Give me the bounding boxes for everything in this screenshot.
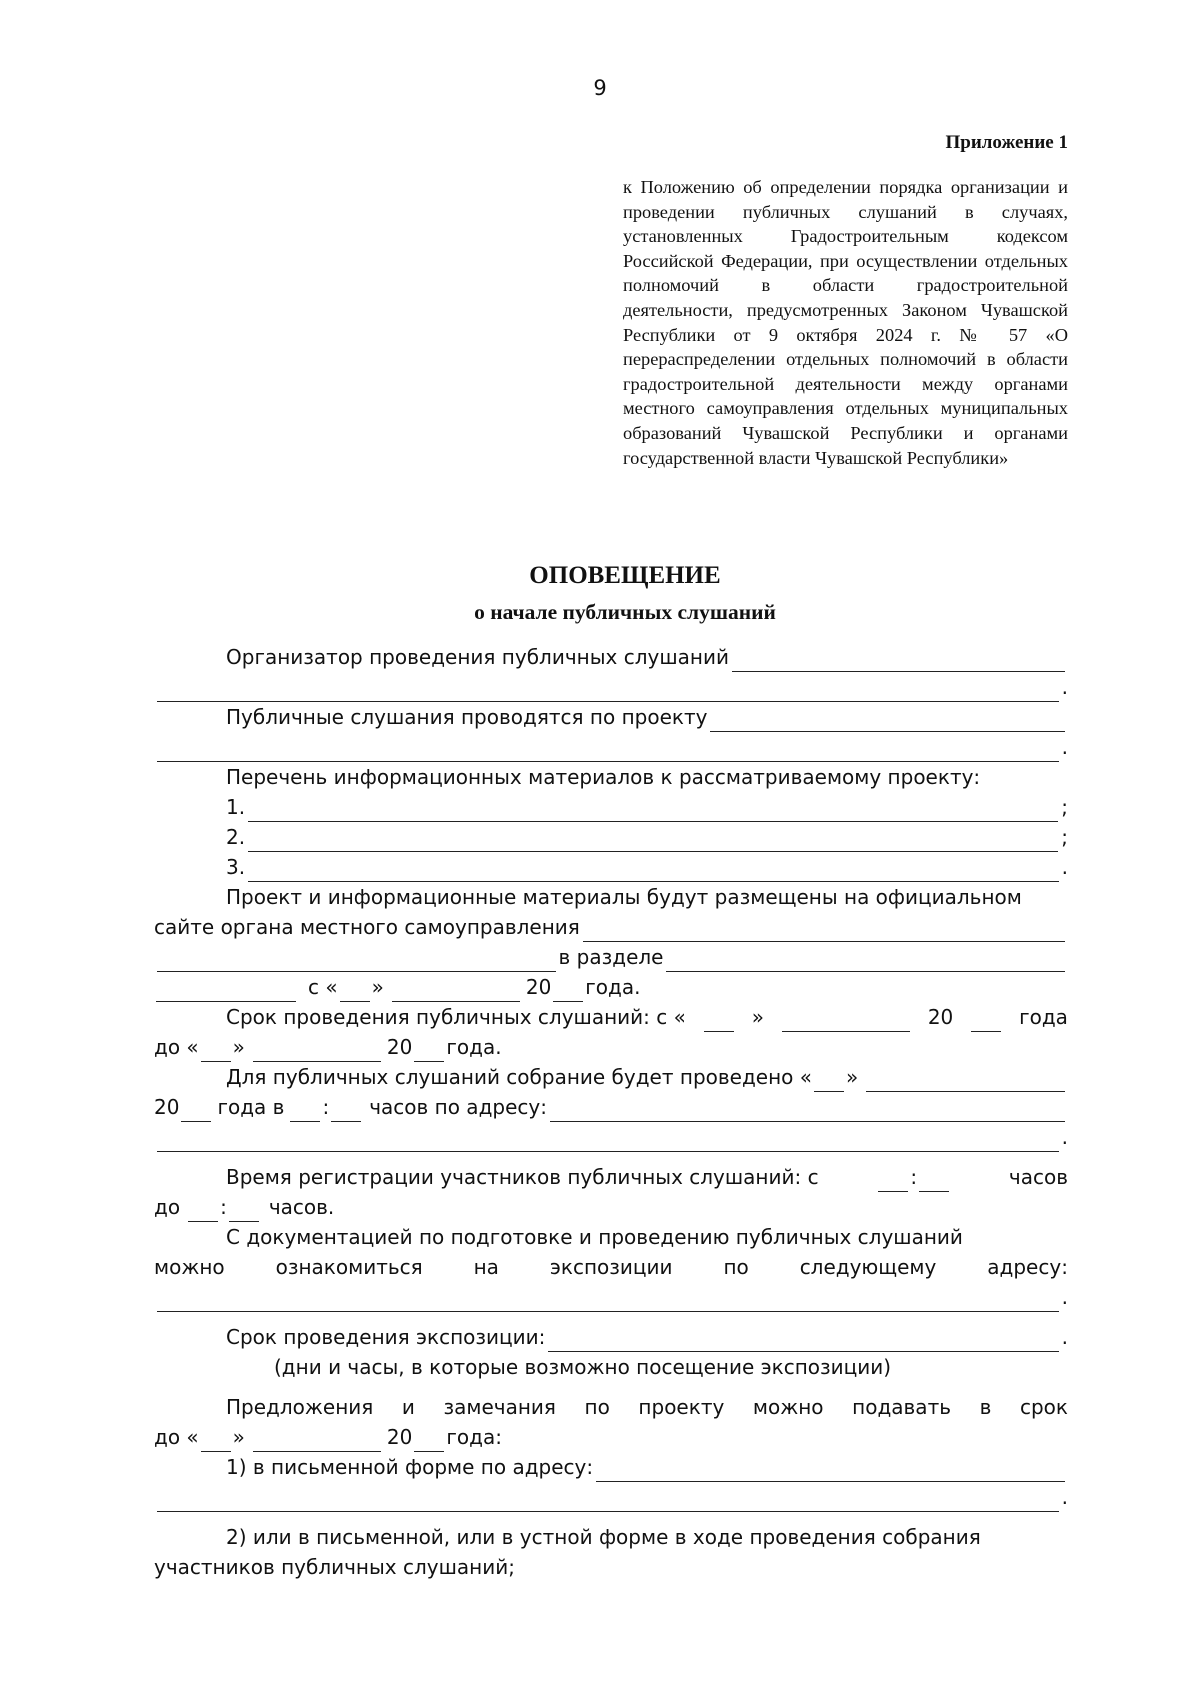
- period: .: [1061, 675, 1068, 699]
- meeting-month-field[interactable]: [866, 1070, 1065, 1092]
- proposals-row-2: [154, 1422, 1068, 1452]
- year-prefix: 20: [386, 1035, 413, 1059]
- appendix-text: к Положению об определении порядка организации и проведении публичных слушаний в случаях, установленных Градостроительным кодексом Российской Федерации, при осуществлении отдельных полномочий в области градостроительной деятельности, предусмотренных Законом Чувашской Республики от 9 октября 2024 г. № 57 «О перераспределении отдельных полномочий в области градостроительной деятельности между органами местного самоуправления отдельных муниципальных образований Чувашской Республики и органами государственной власти Чувашской Республики»: [623, 177, 1068, 468]
- term-row-2: [154, 1032, 1068, 1062]
- materials-item-2: [154, 822, 1068, 852]
- expo-caption: (дни и часы, в которые возможно посещение экспозиции): [274, 1355, 892, 1379]
- organizer-field-cont[interactable]: [157, 680, 1059, 702]
- reg-to-hour-field[interactable]: [188, 1200, 218, 1222]
- site-field-cont[interactable]: [157, 950, 556, 972]
- docs-row-3: [154, 1282, 1068, 1312]
- page-number: 9: [593, 76, 607, 100]
- written-address-field[interactable]: [596, 1460, 1065, 1482]
- project-field[interactable]: [710, 710, 1065, 732]
- project-label: Публичные слушания проводятся по проекту: [226, 705, 708, 729]
- proposals-word: по: [584, 1395, 610, 1419]
- meeting-label: Для публичных слушаний собрание будет проведено «: [226, 1065, 813, 1089]
- appendix-title: Приложение 1: [945, 132, 1068, 153]
- term-from-year-field[interactable]: [971, 1010, 1001, 1032]
- materials-field-1[interactable]: [248, 800, 1058, 822]
- hours-period: часов.: [268, 1195, 335, 1219]
- materials-field-2[interactable]: [248, 830, 1058, 852]
- period: .: [1061, 1485, 1068, 1509]
- period: .: [1061, 855, 1068, 879]
- placement-row-3: [154, 942, 1068, 972]
- docs-word: экспозиции: [549, 1255, 673, 1279]
- project-row: [154, 702, 1068, 732]
- reg-from-minute-field[interactable]: [919, 1170, 949, 1192]
- written-address-field-cont[interactable]: [157, 1490, 1059, 1512]
- placement-site-label: сайте органа местного самоуправления: [154, 915, 580, 939]
- semicolon: ;: [1061, 825, 1068, 849]
- until-word: до: [154, 1195, 181, 1219]
- period: .: [1061, 1285, 1068, 1309]
- oral-text-cont: участников публичных слушаний;: [154, 1555, 515, 1579]
- reg-from-hour-field[interactable]: [878, 1170, 908, 1192]
- colon: :: [322, 1095, 330, 1119]
- expo-address-field[interactable]: [157, 1290, 1059, 1312]
- year-prefix: 20: [386, 1425, 413, 1449]
- docs-word: адресу:: [987, 1255, 1068, 1279]
- colon: :: [910, 1165, 918, 1189]
- docs-row-2: [154, 1252, 1068, 1282]
- site-field[interactable]: [583, 920, 1065, 942]
- materials-item-1: [154, 792, 1068, 822]
- organizer-row: [154, 642, 1068, 672]
- docs-word: следующему: [799, 1255, 937, 1279]
- section-field[interactable]: [666, 950, 1065, 972]
- colon: :: [220, 1195, 227, 1219]
- term-to-year-field[interactable]: [414, 1040, 444, 1062]
- term-from-day-field[interactable]: [704, 1010, 734, 1032]
- proposals-year-field[interactable]: [414, 1430, 444, 1452]
- item-number: 2.: [226, 825, 246, 849]
- proposals-word: срок: [1019, 1395, 1068, 1419]
- quote-close: »: [232, 1035, 245, 1059]
- year-colon: года:: [446, 1425, 502, 1449]
- day-field[interactable]: [340, 980, 370, 1002]
- reg-to-minute-field[interactable]: [229, 1200, 259, 1222]
- expo-term-field[interactable]: [548, 1330, 1058, 1352]
- meeting-minute-field[interactable]: [331, 1100, 361, 1122]
- proposals-month-field[interactable]: [253, 1430, 381, 1452]
- notice-subtitle: о начале публичных слушаний: [474, 600, 776, 624]
- year-field[interactable]: [553, 980, 583, 1002]
- until-label: до «: [154, 1035, 199, 1059]
- placement-text: Проект и информационные материалы будут размещены на официальном: [226, 885, 1022, 909]
- meeting-hour-field[interactable]: [290, 1100, 320, 1122]
- proposals-word: Предложения: [226, 1395, 374, 1419]
- meeting-address-field[interactable]: [550, 1100, 1065, 1122]
- materials-item-3: [154, 852, 1068, 882]
- meeting-row-1: [154, 1062, 1068, 1092]
- period: .: [1061, 1325, 1068, 1349]
- term-to-day-field[interactable]: [201, 1040, 231, 1062]
- expo-row: [154, 1322, 1068, 1352]
- organizer-label: Организатор проведения публичных слушаний: [226, 645, 729, 669]
- term-row-1: [154, 1002, 1068, 1032]
- oral-row-2: [154, 1552, 1068, 1582]
- hours-label: часов: [1008, 1165, 1068, 1189]
- docs-text: С документацией по подготовке и проведению публичных слушаний: [226, 1225, 963, 1249]
- materials-heading: [154, 762, 1068, 792]
- year-prefix: 20: [927, 1005, 954, 1029]
- period: .: [1061, 735, 1068, 759]
- organizer-row-2: [154, 672, 1068, 702]
- registration-row-1: [154, 1162, 1068, 1192]
- item-number: 3.: [226, 855, 246, 879]
- written-row: [154, 1452, 1068, 1482]
- item-number: 1.: [226, 795, 246, 819]
- until-label: до «: [154, 1425, 199, 1449]
- section-field-cont[interactable]: [156, 980, 296, 1002]
- materials-field-3[interactable]: [248, 860, 1059, 882]
- meeting-address-field-cont[interactable]: [157, 1130, 1059, 1152]
- semicolon: ;: [1061, 795, 1068, 819]
- term-label: Срок проведения публичных слушаний: с «: [226, 1005, 686, 1029]
- docs-row-1: [154, 1222, 1068, 1252]
- oral-text: 2) или в письменной, или в устной форме в ходе проведения собрания: [226, 1525, 981, 1549]
- docs-word: по: [723, 1255, 749, 1279]
- docs-word: можно: [154, 1255, 225, 1279]
- organizer-field[interactable]: [732, 650, 1065, 672]
- placement-row-1: [154, 882, 1068, 912]
- proposals-word: в: [979, 1395, 992, 1419]
- written-label: 1) в письменной форме по адресу:: [226, 1455, 594, 1479]
- quote-close: »: [846, 1065, 859, 1089]
- proposals-word: можно: [752, 1395, 824, 1419]
- proposals-row-1: [154, 1392, 1068, 1422]
- quote-close: »: [232, 1425, 245, 1449]
- proposals-word: подавать: [852, 1395, 952, 1419]
- period: .: [1061, 1125, 1068, 1149]
- section-label: в разделе: [558, 945, 664, 969]
- year-prefix: 20: [525, 975, 552, 999]
- written-row-2: [154, 1482, 1068, 1512]
- month-field[interactable]: [392, 980, 520, 1002]
- proposals-word: проекту: [638, 1395, 725, 1419]
- meeting-day-field[interactable]: [814, 1070, 844, 1092]
- notice-title: ОПОВЕЩЕНИЕ: [529, 562, 721, 589]
- year-suffix: года.: [585, 975, 641, 999]
- year-suffix: года.: [446, 1035, 502, 1059]
- project-field-cont[interactable]: [157, 740, 1059, 762]
- placement-row-4: [154, 972, 1068, 1002]
- quote-close: »: [371, 975, 384, 999]
- project-row-2: [154, 732, 1068, 762]
- quote-close: »: [751, 1005, 764, 1029]
- term-to-month-field[interactable]: [253, 1040, 381, 1062]
- materials-label: Перечень информационных материалов к рассматриваемому проекту:: [226, 765, 981, 789]
- docs-word: на: [473, 1255, 499, 1279]
- placement-row-2: [154, 912, 1068, 942]
- proposals-day-field[interactable]: [201, 1430, 231, 1452]
- proposals-word: и: [401, 1395, 415, 1419]
- term-from-month-field[interactable]: [782, 1010, 910, 1032]
- hours-address-label: часов по адресу:: [369, 1095, 547, 1119]
- registration-label: Время регистрации участников публичных слушаний: с: [226, 1165, 819, 1189]
- oral-row-1: [154, 1522, 1068, 1552]
- expo-caption-row: [154, 1352, 1068, 1382]
- from-label: с «: [308, 975, 338, 999]
- year-word: года: [1019, 1005, 1068, 1029]
- year-prefix: 20: [154, 1095, 180, 1119]
- meeting-row-3: [154, 1122, 1068, 1152]
- time-at-label: года в: [217, 1095, 285, 1119]
- expo-label: Срок проведения экспозиции:: [226, 1325, 546, 1349]
- proposals-word: замечания: [443, 1395, 556, 1419]
- registration-row-2: [154, 1192, 1068, 1222]
- docs-word: ознакомиться: [275, 1255, 423, 1279]
- meeting-row-2: [154, 1092, 1068, 1122]
- meeting-year-field[interactable]: [181, 1100, 211, 1122]
- notice-form: [154, 642, 1068, 1582]
